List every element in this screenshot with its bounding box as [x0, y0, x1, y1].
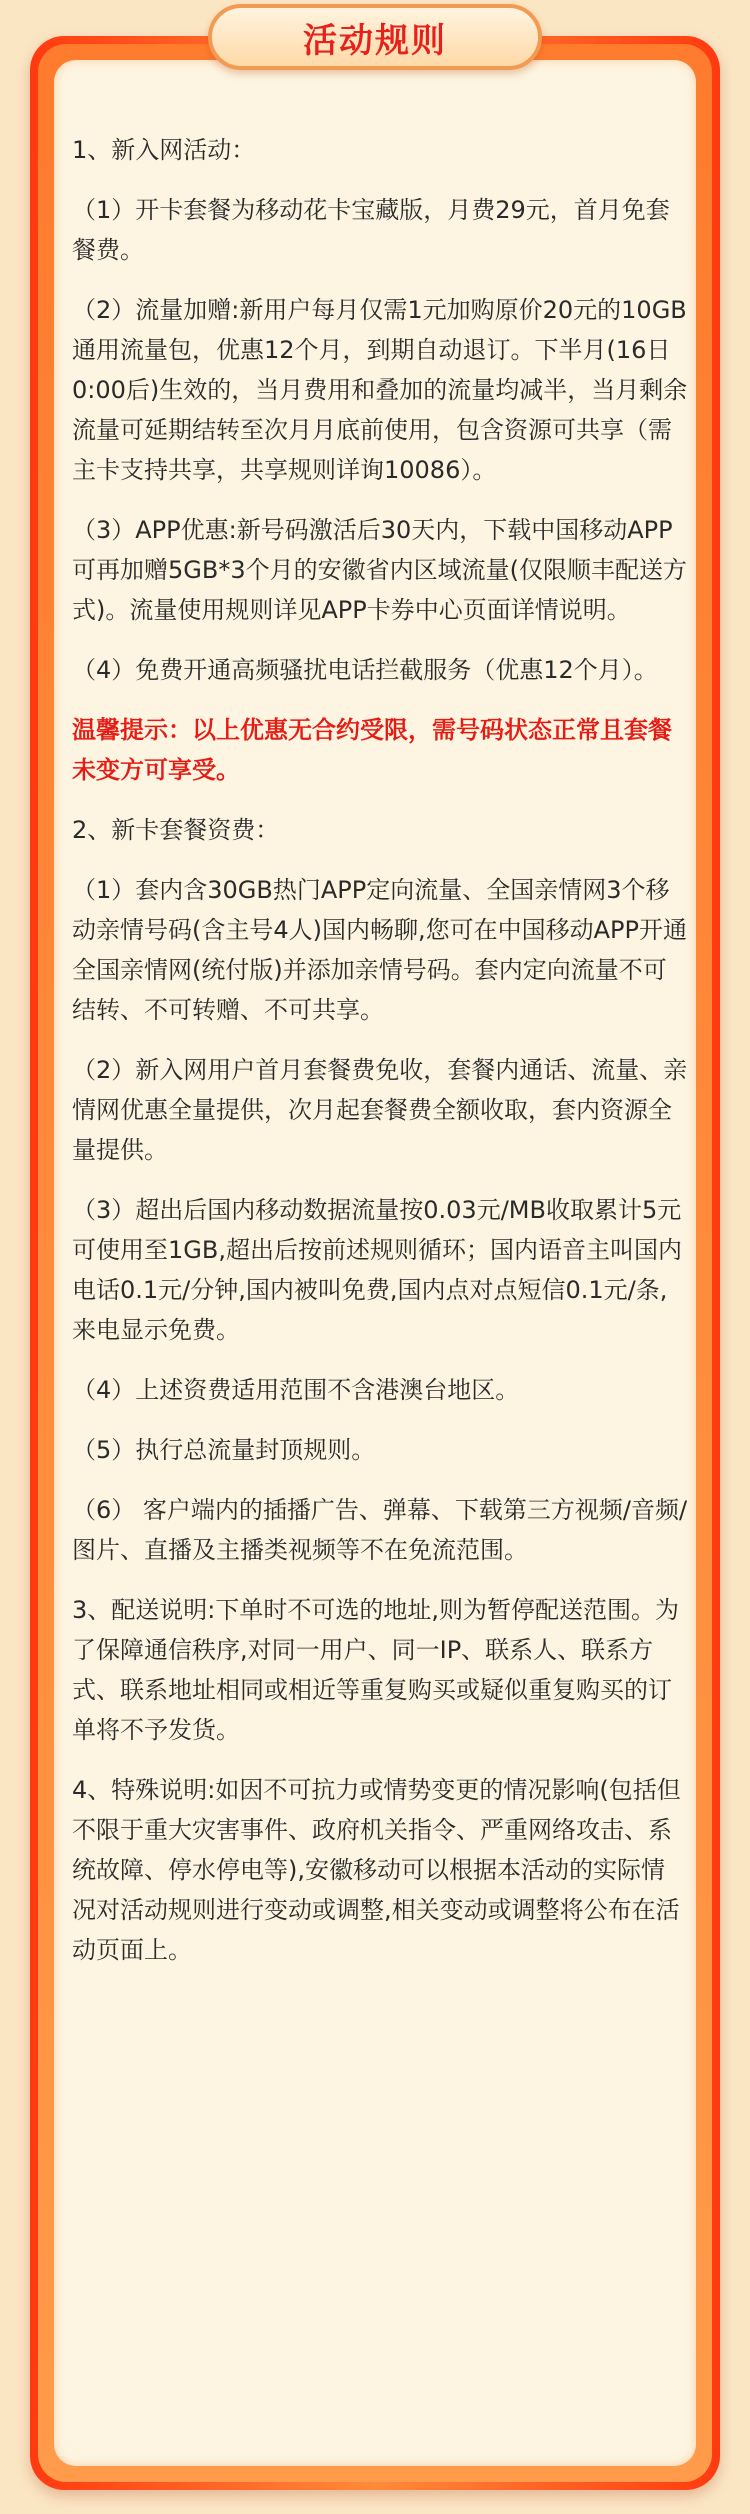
rule-item-2-2: （2）新入网用户首月套餐费免收，套餐内通话、流量、亲情网优惠全量提供，次月起套餐费全额收取，套内资源全量提供。 [72, 1056, 688, 1164]
rule-item-1-4: （4）免费开通高频骚扰电话拦截服务（优惠12个月）。 [72, 656, 658, 684]
page-title: 活动规则 [303, 20, 447, 61]
title-badge [208, 4, 542, 70]
rule-item-1-2: （2）流量加赠:新用户每月仅需1元加购原价20元的10GB通用流量包，优惠12个月，到期自动退订。下半月(16日0:00后)生效的，当月费用和叠加的流量均减半，当月剩余流量可延期结转至次月月底前使用，包含资源可共享（需主卡支持共享，共享规则详询10086）。 [72, 296, 688, 484]
rules-content [72, 130, 688, 1990]
rule-item-2-3: （3）超出后国内移动数据流量按0.03元/MB收取累计5元可使用至1GB,超出后按前述规则循环；国内语音主叫国内电话0.1元/分钟,国内被叫免费,国内点对点短信0.1元/条,来电显示免费。 [72, 1196, 682, 1344]
rule-item-2-5: （5）执行总流量封顶规则。 [72, 1436, 376, 1464]
rule-section-1: 1、新入网活动： [72, 136, 256, 164]
rule-section-3: 3、配送说明:下单时不可选的地址,则为暂停配送范围。为了保障通信秩序,对同一用户、同一IP、联系人、联系方式、联系地址相同或相近等重复购买或疑似重复购买的订单将不予发货。 [72, 1596, 679, 1744]
rule-item-2-4: （4）上述资费适用范围不含港澳台地区。 [72, 1376, 520, 1404]
rule-item-2-6: （6） 客户端内的插播广告、弹幕、下载第三方视频/音频/图片、直播及主播类视频等不在免流范围。 [72, 1496, 688, 1564]
warm-tip: 温馨提示：以上优惠无合约受限，需号码状态正常且套餐未变方可享受。 [72, 716, 672, 784]
rule-item-2-1: （1）套内含30GB热门APP定向流量、全国亲情网3个移动亲情号码(含主号4人)国内畅聊,您可在中国移动APP开通全国亲情网(统付版)并添加亲情号码。套内定向流量不可结转、不可转赠、不可共享。 [72, 876, 687, 1024]
rule-section-2: 2、新卡套餐资费： [72, 816, 280, 844]
rule-section-4: 4、特殊说明:如因不可抗力或情势变更的情况影响(包括但不限于重大灾害事件、政府机关指令、严重网络攻击、系统故障、停水停电等),安徽移动可以根据本活动的实际情况对活动规则进行变动或调整,相关变动或调整将公布在活动页面上。 [72, 1776, 681, 1964]
rule-item-1-3: （3）APP优惠:新号码激活后30天内，下载中国移动APP可再加赠5GB*3个月的安徽省内区域流量(仅限顺丰配送方式)。流量使用规则详见APP卡券中心页面详情说明。 [72, 516, 687, 624]
rule-item-1-1: （1）开卡套餐为移动花卡宝藏版，月费29元，首月免套餐费。 [72, 196, 670, 264]
